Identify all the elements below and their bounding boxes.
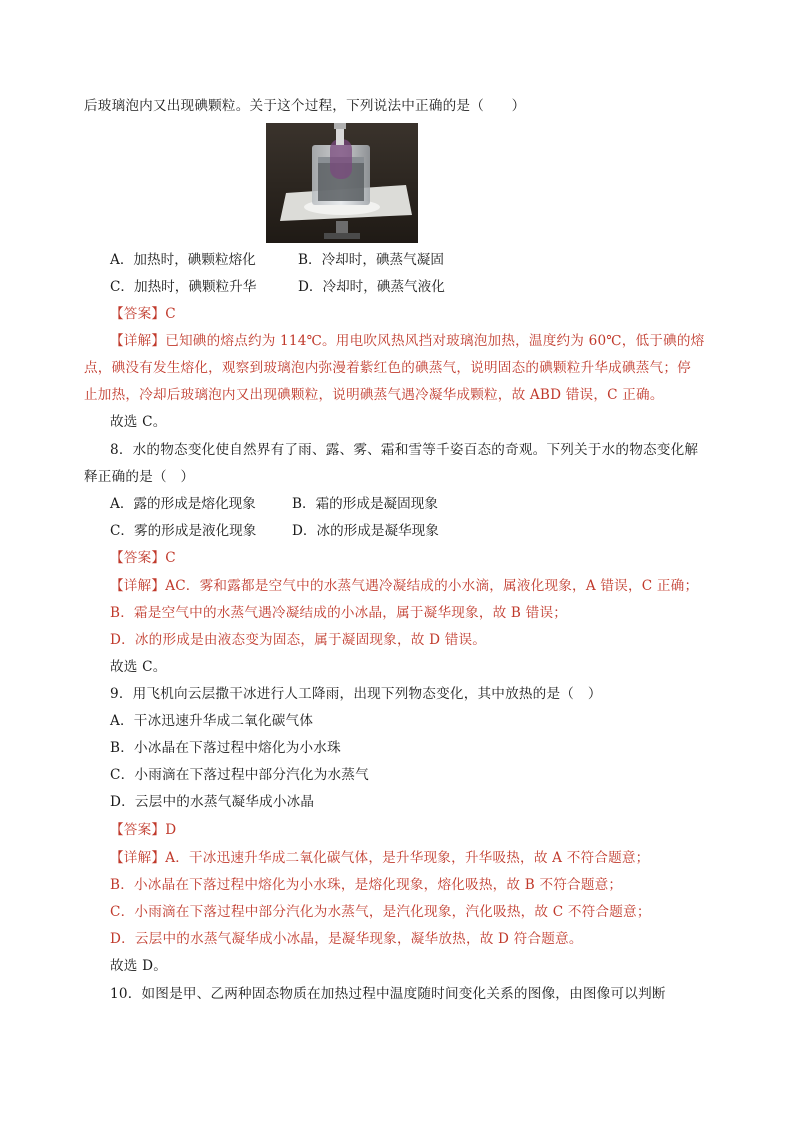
q7-detail-line-3: 止加热，冷却后玻璃泡内又出现碘颗粒，说明碘蒸气遇冷凝华成颗粒，故 ABD 错误，C 正确。 [84, 387, 664, 403]
q9-answer: 【答案】D [110, 822, 177, 838]
q7-conclusion: 故选 C。 [110, 414, 167, 430]
q7-option-d: D．冷却时，碘蒸气液化 [298, 279, 445, 295]
q7-detail-line-1: 【详解】已知碘的熔点约为 114℃。用电吹风热风挡对玻璃泡加热，温度约为 60℃，低于碘的熔 [110, 333, 705, 349]
answer-tag: 【答案】 [110, 306, 166, 322]
q9-detail-line-1: 【详解】A．干冰迅速升华成二氧化碳气体，是升华现象，升华吸热，故 A 不符合题意； [110, 850, 650, 866]
q9-option-b: B．小冰晶在下落过程中熔化为小水珠 [110, 740, 341, 756]
q8-answer: 【答案】C [110, 550, 176, 566]
q9-detail-line-2: B．小冰晶在下落过程中熔化为小水珠，是熔化现象，熔化吸热，故 B 不符合题意； [110, 877, 623, 893]
q8-detail-line-3: D．冰的形成是由液态变为固态，属于凝固现象，故 D 错误。 [110, 632, 487, 648]
q8-option-a: A．露的形成是熔化现象 [110, 496, 256, 512]
q7-stem-tail: 后玻璃泡内又出现碘颗粒。关于这个过程，下列说法中正确的是（ ） [84, 98, 526, 114]
q9-answer-value: D [165, 822, 177, 838]
q10-stem: 10．如图是甲、乙两种固态物质在加热过程中温度随时间变化关系的图像，由图像可以判断 [110, 986, 666, 1002]
q9-stem: 9．用飞机向云层撒干冰进行人工降雨，出现下列物态变化，其中放热的是（ ） [110, 686, 602, 702]
q9-option-a: A．干冰迅速升华成二氧化碳气体 [110, 713, 314, 729]
q8-stem-line-1: 8．水的物态变化使自然界有了雨、露、雾、霜和雪等千姿百态的奇观。下列关于水的物态变化解 [110, 442, 699, 458]
q8-stem-line-2: 释正确的是（ ） [84, 469, 195, 485]
q9-option-c: C．小雨滴在下落过程中部分汽化为水蒸气 [110, 767, 369, 783]
q7-detail-line-2: 点，碘没有发生熔化，观察到玻璃泡内弥漫着紫红色的碘蒸气，说明固态的碘颗粒升华成碘蒸气；停 [84, 360, 691, 376]
q9-conclusion: 故选 D。 [110, 958, 168, 974]
detail-tag: 【详解】 [110, 333, 166, 349]
q8-option-b: B．霜的形成是凝固现象 [292, 496, 438, 512]
iodine-experiment-photo [266, 123, 418, 243]
q7-answer [110, 304, 176, 324]
q9-option-d: D．云层中的水蒸气凝华成小冰晶 [110, 794, 315, 810]
q7-option-b: B．冷却时，碘蒸气凝固 [298, 252, 444, 268]
q8-conclusion: 故选 C。 [110, 659, 167, 675]
q7-answer-value: C [165, 306, 176, 322]
q7-option-a: A．加热时，碘颗粒熔化 [110, 252, 256, 268]
q8-detail-line-2: B．霜是空气中的水蒸气遇冷凝结成的小冰晶，属于凝华现象，故 B 错误； [110, 605, 568, 621]
q9-detail-line-3: C．小雨滴在下落过程中部分汽化为水蒸气，是汽化现象，汽化吸热，故 C 不符合题意； [110, 904, 651, 920]
q8-option-c: C．雾的形成是液化现象 [110, 523, 257, 539]
q8-option-d: D．冰的形成是凝华现象 [292, 523, 439, 539]
q8-detail-line-1: 【详解】AC．雾和露都是空气中的水蒸气遇冷凝结成的小水滴，属液化现象，A 错误，C 正确； [110, 578, 699, 594]
q9-detail-line-4: D．云层中的水蒸气凝华成小冰晶，是凝华现象，凝华放热，故 D 符合题意。 [110, 931, 583, 947]
q8-answer-value: C [165, 550, 176, 566]
q7-option-c: C．加热时，碘颗粒升华 [110, 279, 257, 295]
